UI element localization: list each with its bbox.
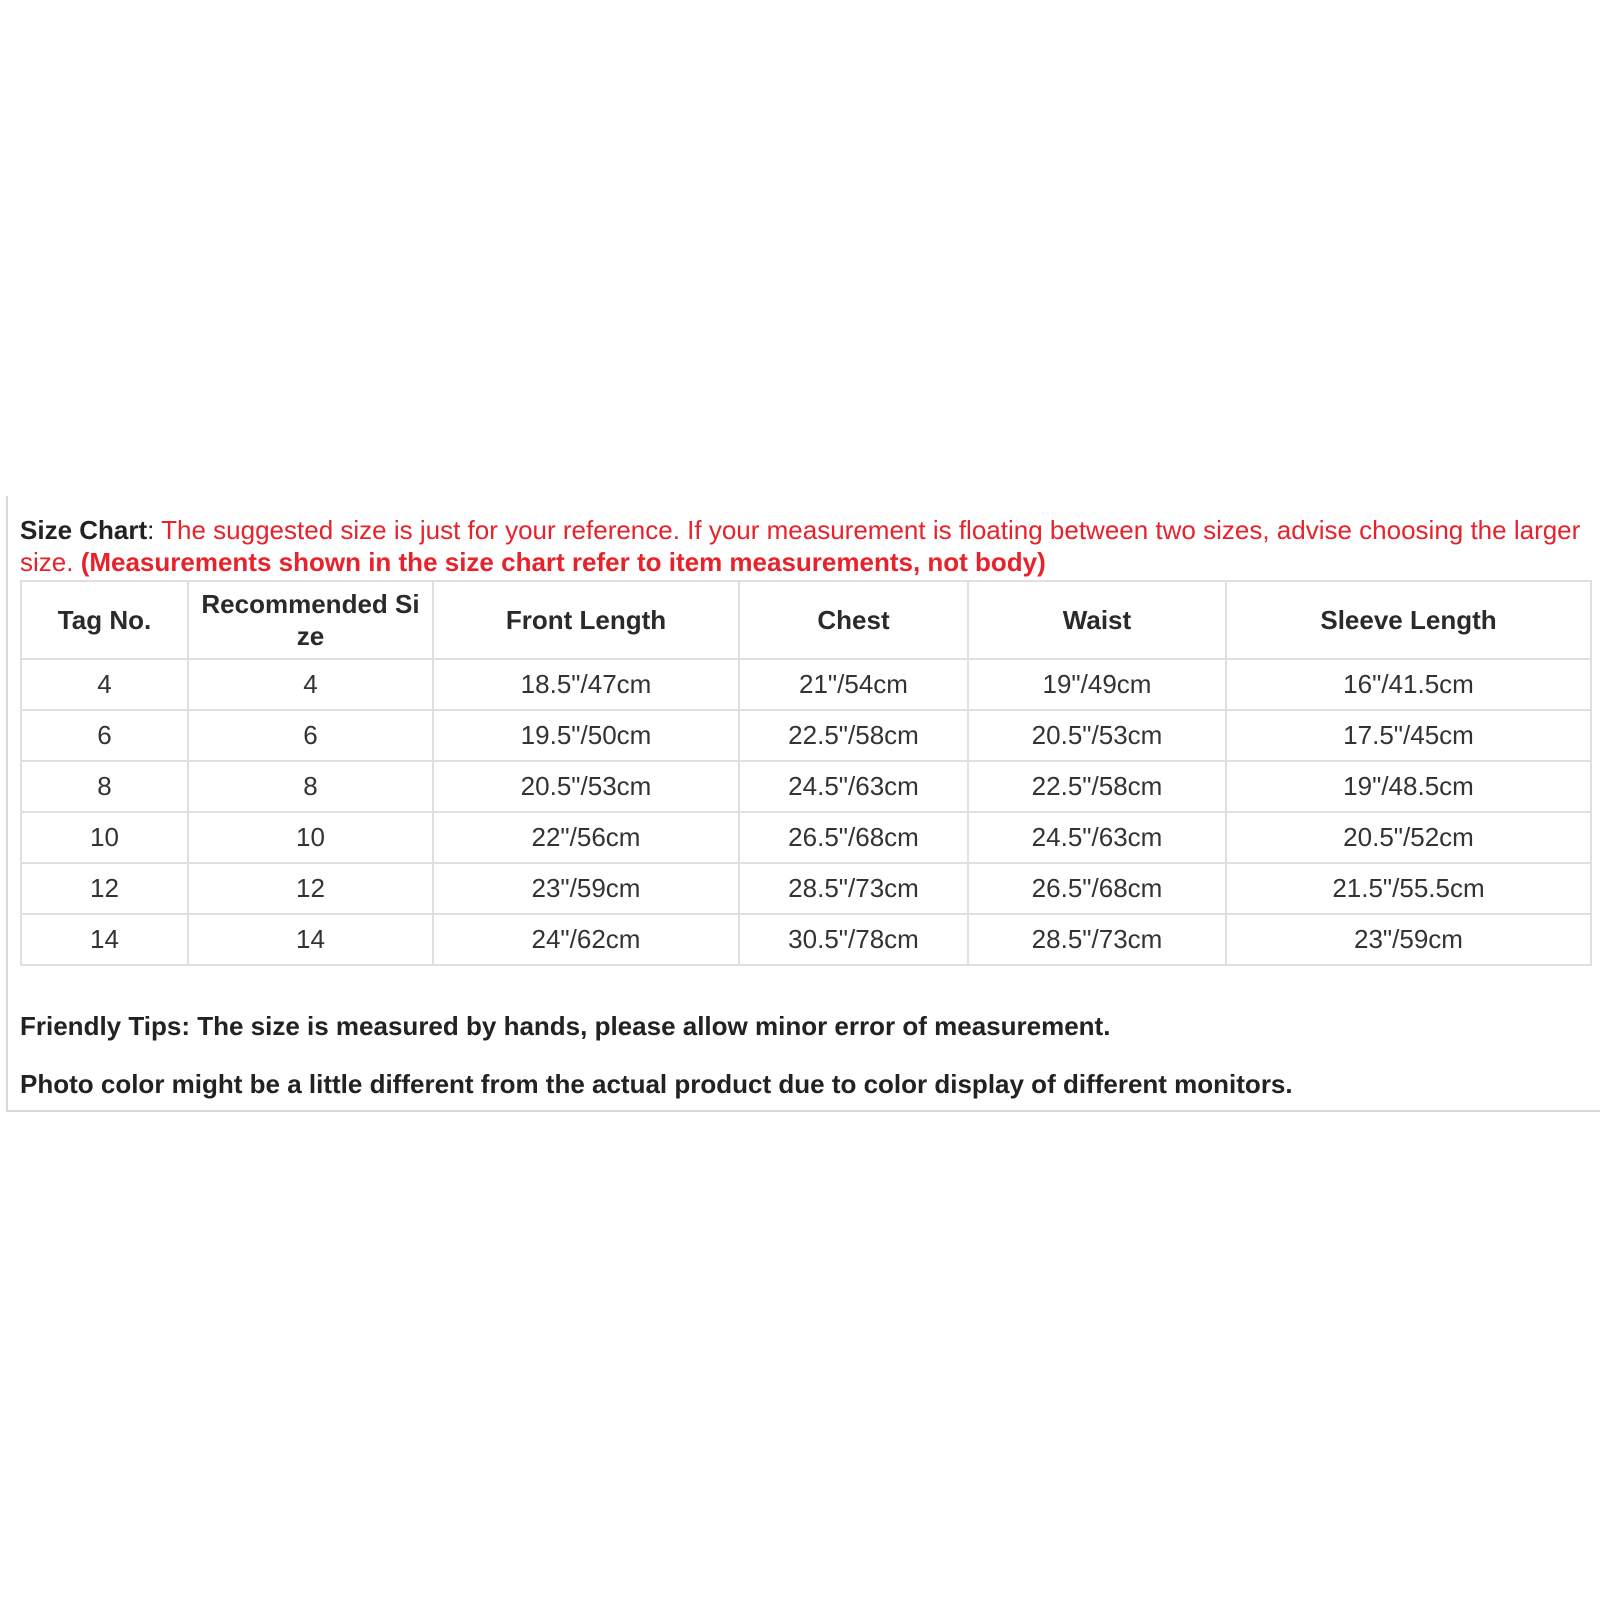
size-chart-label: Size Chart bbox=[20, 515, 148, 545]
cell-recommended-size: 8 bbox=[188, 761, 433, 812]
cell-waist: 26.5"/68cm bbox=[968, 863, 1226, 914]
size-chart-panel bbox=[6, 496, 1600, 1112]
cell-waist: 20.5"/53cm bbox=[968, 710, 1226, 761]
cell-waist: 28.5"/73cm bbox=[968, 914, 1226, 965]
cell-tag-no: 14 bbox=[21, 914, 188, 965]
table-row bbox=[21, 914, 1591, 965]
cell-tag-no: 10 bbox=[21, 812, 188, 863]
table-row bbox=[21, 863, 1591, 914]
header-sleeve-length: Sleeve Length bbox=[1226, 581, 1591, 659]
header-tag-no: Tag No. bbox=[21, 581, 188, 659]
cell-sleeve-length: 21.5"/55.5cm bbox=[1226, 863, 1591, 914]
cell-tag-no: 4 bbox=[21, 659, 188, 710]
cell-front-length: 19.5"/50cm bbox=[433, 710, 739, 761]
table-row bbox=[21, 761, 1591, 812]
cell-chest: 26.5"/68cm bbox=[739, 812, 968, 863]
cell-tag-no: 8 bbox=[21, 761, 188, 812]
header-front-length: Front Length bbox=[433, 581, 739, 659]
size-chart-intro bbox=[20, 514, 1590, 578]
size-chart-colon: : bbox=[147, 515, 155, 545]
cell-front-length: 23"/59cm bbox=[433, 863, 739, 914]
friendly-tips-text: Friendly Tips: The size is measured by hands, please allow minor error of measurement. bbox=[20, 1011, 1111, 1041]
cell-chest: 30.5"/78cm bbox=[739, 914, 968, 965]
size-table bbox=[20, 580, 1592, 966]
cell-waist: 24.5"/63cm bbox=[968, 812, 1226, 863]
cell-front-length: 24"/62cm bbox=[433, 914, 739, 965]
cell-recommended-size: 12 bbox=[188, 863, 433, 914]
header-chest: Chest bbox=[739, 581, 968, 659]
cell-sleeve-length: 20.5"/52cm bbox=[1226, 812, 1591, 863]
photo-color-note: Photo color might be a little different from the actual product due to color display of different monitors. bbox=[20, 1069, 1293, 1099]
size-chart-note: The suggested size is just for your reference. If your measurement is floating between two sizes, advise choosing the larger size. bbox=[20, 515, 1581, 577]
cell-recommended-size: 6 bbox=[188, 710, 433, 761]
header-waist: Waist bbox=[968, 581, 1226, 659]
table-row bbox=[21, 659, 1591, 710]
cell-recommended-size: 14 bbox=[188, 914, 433, 965]
cell-chest: 28.5"/73cm bbox=[739, 863, 968, 914]
cell-waist: 22.5"/58cm bbox=[968, 761, 1226, 812]
cell-sleeve-length: 23"/59cm bbox=[1226, 914, 1591, 965]
table-row bbox=[21, 710, 1591, 761]
header-recommended-size: Recommended Si ze bbox=[188, 581, 433, 659]
cell-recommended-size: 4 bbox=[188, 659, 433, 710]
table-row bbox=[21, 812, 1591, 863]
cell-front-length: 22"/56cm bbox=[433, 812, 739, 863]
cell-recommended-size: 10 bbox=[188, 812, 433, 863]
cell-tag-no: 12 bbox=[21, 863, 188, 914]
cell-chest: 24.5"/63cm bbox=[739, 761, 968, 812]
cell-front-length: 20.5"/53cm bbox=[433, 761, 739, 812]
size-chart-bold-note: (Measurements shown in the size chart refer to item measurements, not body) bbox=[80, 547, 1046, 577]
cell-waist: 19"/49cm bbox=[968, 659, 1226, 710]
cell-sleeve-length: 16"/41.5cm bbox=[1226, 659, 1591, 710]
cell-chest: 22.5"/58cm bbox=[739, 710, 968, 761]
cell-front-length: 18.5"/47cm bbox=[433, 659, 739, 710]
cell-sleeve-length: 17.5"/45cm bbox=[1226, 710, 1591, 761]
cell-tag-no: 6 bbox=[21, 710, 188, 761]
cell-chest: 21"/54cm bbox=[739, 659, 968, 710]
cell-sleeve-length: 19"/48.5cm bbox=[1226, 761, 1591, 812]
table-header-row bbox=[21, 581, 1591, 659]
